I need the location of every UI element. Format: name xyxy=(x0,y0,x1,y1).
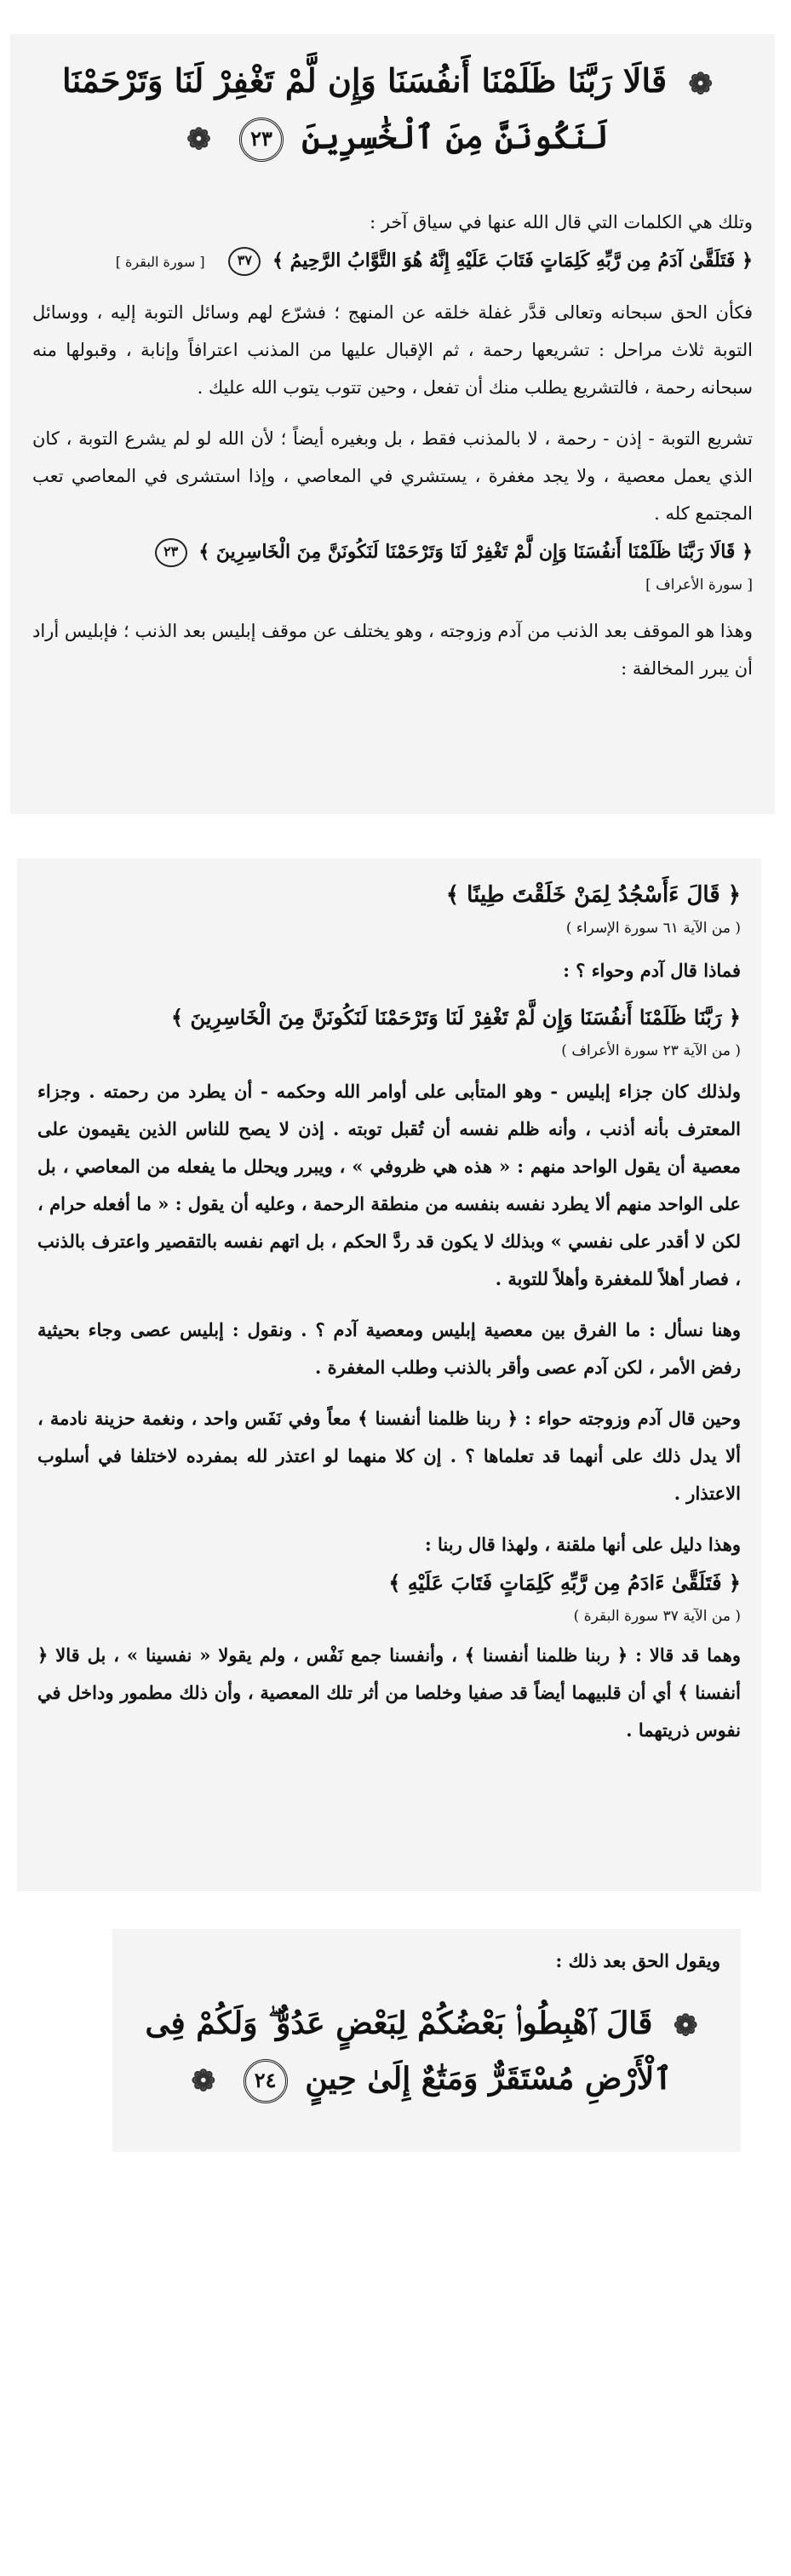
paragraph: ولذلك كان جزاء إبليس - وهو المتأبى على أوامر الله وحكمه - أن يطرد من رحمته . وجزاء المعترف بأنه أذنب ، وأنه ظلم نفسه أن تُقبل توبته . إذن لا يصح للناس الذين يقيمون على معصية أن يقول الواحد منهم : « هذه هي ظروفي » ، ويبرر ويحلل ما يفعله من المعاصي ، بل على الواحد منهم ألا يطرد نفسه بنفسه من منطقة الرحمة ، وعليه أن يقول : « ما أفعله حرام ، لكن لا أقدر على نفسي » وبذلك لا يكون قد ردَّ الحكم ، بل اتهم نفسه بالتقصير واعترف بالذنب ، فصار أهلاً للمغفرة وأهلاً للتوبة . xyxy=(37,1081,741,1289)
paragraph: وهذا دليل على أنها ملقنة ، ولهذا قال ربنا : xyxy=(424,1534,741,1555)
paragraph: تشريع التوبة - إذن - رحمة ، لا بالمذنب فقط ، بل وبغيره أيضاً ؛ لأن الله لو لم يشرع التوبة ، كان الذي يعمل معصية ، ولا يجد مغفرة ، يستشري في المعاصي ، وإذا استشرى في المعاصي تعب المجتمع كله . xyxy=(32,428,753,524)
quran-quote xyxy=(32,532,753,571)
quote-text: ﴿ فَتَلَقَّىٰ آدَمُ مِن رَّبِّهِ كَلِمَاتٍ فَتَابَ عَلَيْهِ إِنَّهُ هُوَ التَّوَّابُ الرَّحِيمُ ﴾ xyxy=(272,250,753,272)
quran-quote: ﴿ قَالَ ءَأَسْجُدُ لِمَنْ خَلَقْتَ طِينًا ﴾ xyxy=(445,882,741,908)
verse-number-badge: ٣٧ xyxy=(228,247,261,276)
page-section-2 xyxy=(17,858,761,1891)
page-section-3 xyxy=(112,1929,741,2152)
verse-line-1: قَالَ ٱهْبِطُوا۟ بَعْضُكُمْ لِبَعْضٍ عَدُوٌّ ۖ وَلَكُمْ فِى xyxy=(145,2005,653,2041)
ornament-icon: ❁ xyxy=(688,66,713,101)
surah-reference: ( من الآية ٦١ سورة الإسراء ) xyxy=(565,920,741,937)
paragraph: فماذا قال آدم وحواء ؟ : xyxy=(563,960,741,981)
verse-line-2: لَنَكُونَنَّ مِنَ ٱلْخَٰسِرِينَ xyxy=(301,117,609,156)
verse-header xyxy=(133,1997,720,2052)
surah-reference: [ سورة الأعراف ] xyxy=(645,577,753,594)
verse-number-badge: ٢٤ xyxy=(244,2059,288,2103)
verse-header-line-2 xyxy=(133,2052,720,2108)
ornament-icon: ❁ xyxy=(186,123,211,157)
ornament-icon: ❁ xyxy=(673,2009,698,2043)
paragraph: وحين قال آدم وزوجته حواء : ﴿ ربنا ظلمنا أنفسنا ﴾ معاً وفي نَفَس واحد ، ونغمة حزينة نادمة ، ألا يدل ذلك على أنهما قد تعلماها ؟ . إن كلا منهما لو اعتذر لله بمفرده لاختلفا في أسلوب الاعتذار . xyxy=(37,1408,741,1504)
paragraph: فكأن الحق سبحانه وتعالى قدَّر غفلة خلقه عن المنهج ؛ فشرّع لهم وسائل التوبة إليه ، ووسائل التوبة ثلاث مراحل : تشريعها رحمة ، ثم الإقبال عليها من المذنب اعترافاً وإنابة ، وقبولها منه سبحانه رحمة ، فالتشريع يطلب منك أن تفعل ، وحين تتوب يتوب الله عليك . xyxy=(32,302,753,398)
quran-quote: ﴿ رَبَّنَا ظَلَمْنَا أَنفُسَنَا وَإِن لَّمْ تَغْفِرْ لَنَا وَتَرْحَمْنَا لَنَكُونَنَّ مِنَ الْخَاسِرِينَ ﴾ xyxy=(171,1005,741,1030)
quote-text: ﴿ قَالَا رَبَّنَا ظَلَمْنَا أَنفُسَنَا وَإِن لَّمْ تَغْفِرْ لَنَا وَتَرْحَمْنَا لَنَكُونَنَّ مِنَ الْخَاسِرِينَ ﴾ xyxy=(198,541,753,563)
surah-reference: ( من الآية ٢٣ سورة الأعراف ) xyxy=(561,1042,741,1059)
page-section-1 xyxy=(10,34,775,814)
verse-header-line-2 xyxy=(32,111,753,167)
paragraph: وهما قد قالا : ﴿ ربنا ظلمنا أنفسنا ﴾ ، وأنفسنا جمع نَفْس ، ولم يقولا « نفسينا » ، بل قالا ﴿ أنفسنا ﴾ أي أن قلبيهما أيضاً قد صفيا وخلصا من أثر تلك المعصية ، وأن ذلك مطمور وداخل في نفوس ذريتهما . xyxy=(37,1644,741,1741)
paragraph: وهذا هو الموقف بعد الذنب من آدم وزوجته ، وهو يختلف عن موقف إبليس بعد الذنب ؛ فإبليس أراد أن يبرر المخالفة : xyxy=(32,621,753,679)
quran-quote xyxy=(32,241,753,280)
paragraph: وهنا نسأل : ما الفرق بين معصية إبليس ومعصية آدم ؟ . ونقول : إبليس عصى وجاء بحيثية رفض الأمر ، لكن آدم عصى وأقر بالذنب وطلب المغفرة . xyxy=(37,1319,741,1378)
verse-line-2: ٱلْأَرْضِ مُسْتَقَرٌّ وَمَتَٰعٌ إِلَىٰ حِينٍ xyxy=(305,2061,673,2097)
verse-header xyxy=(32,55,753,111)
surah-reference: [ سورة البقرة ] xyxy=(115,254,205,270)
verse-line-1: قَالَا رَبَّنَا ظَلَمْنَا أَنفُسَنَا وَإِن لَّمْ تَغْفِرْ لَنَا وَتَرْحَمْنَا xyxy=(62,61,668,100)
verse-number-badge: ٢٣ xyxy=(239,118,284,162)
intro-text: ويقول الحق بعد ذلك : xyxy=(555,1950,720,1971)
ornament-icon: ❁ xyxy=(191,2064,216,2098)
verse-number-badge: ٢٣ xyxy=(155,538,187,567)
surah-reference: ( من الآية ٣٧ سورة البقرة ) xyxy=(573,1608,741,1625)
quran-quote: ﴿ فَتَلَقَّىٰ ءَادَمُ مِن رَّبِّهِ كَلِمَاتٍ فَتَابَ عَلَيْهِ ﴾ xyxy=(388,1570,741,1595)
intro-text: وتلك هي الكلمات التي قال الله عنها في سياق آخر : xyxy=(370,212,753,232)
